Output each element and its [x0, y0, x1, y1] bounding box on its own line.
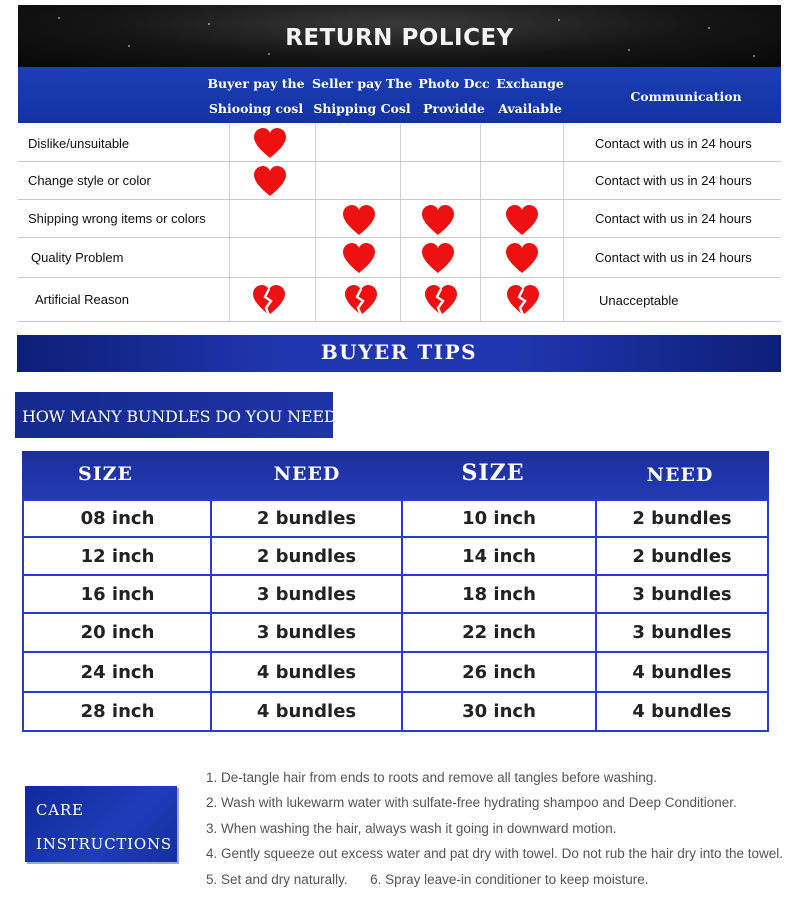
care-step: 5. Set and dry naturally. 6. Spray leave-in conditioner to keep moisture.: [206, 872, 649, 887]
table-row: [24, 536, 767, 574]
reason-label: Dislike/unsuitable: [28, 136, 130, 151]
table-row: [18, 124, 781, 162]
contact-label: Contact with us in 24 hours: [595, 173, 752, 188]
contact-label: Contact with us in 24 hours: [595, 250, 752, 265]
contact-label: Contact with us in 24 hours: [595, 136, 752, 151]
broken-heart-icon: [251, 284, 287, 316]
care-step: 2. Wash with lukewarm water with sulfate-free hydrating shampoo and Deep Conditioner.: [206, 795, 737, 810]
heart-icon: [504, 204, 540, 236]
size-cell: 18 inch: [462, 583, 536, 605]
table-row: [24, 691, 767, 730]
policy-table-header: [18, 67, 781, 123]
heart-icon: [504, 242, 540, 274]
header-need: NEED: [273, 463, 341, 485]
header-exchange-available: Exchange Available: [496, 76, 564, 116]
unacceptable-label: Unacceptable: [599, 293, 679, 308]
size-table-header: [22, 451, 769, 499]
heart-icon: [420, 242, 456, 274]
size-table: [22, 499, 769, 732]
size-cell: 10 inch: [462, 508, 536, 529]
buyer-tips-title: BUYER TIPS: [320, 340, 478, 364]
need-cell: 3 bundles: [256, 583, 357, 605]
care-instructions-label: [25, 786, 177, 862]
size-cell: 08 inch: [80, 508, 155, 529]
broken-heart-icon: [423, 284, 459, 316]
size-cell: 24 inch: [80, 661, 155, 683]
size-cell: 16 inch: [80, 583, 155, 605]
size-cell: 22 inch: [462, 622, 536, 643]
contact-label: Contact with us in 24 hours: [595, 211, 752, 226]
table-row: [24, 574, 767, 612]
bundles-section-label: [15, 392, 337, 438]
table-row: [24, 612, 767, 651]
size-cell: 14 inch: [462, 545, 536, 567]
size-cell: 28 inch: [80, 701, 155, 722]
size-cell: 20 inch: [80, 622, 155, 643]
heart-icon: [252, 127, 288, 159]
need-cell: 2 bundles: [256, 508, 357, 529]
need-cell: 4 bundles: [632, 661, 732, 683]
table-row: [24, 651, 767, 691]
reason-label: Quality Problem: [31, 250, 124, 265]
need-cell: 2 bundles: [256, 545, 357, 567]
reason-label: Shipping wrong items or colors: [28, 211, 206, 226]
header-size: SIZE: [461, 460, 525, 486]
header-photo-provided: Photo Dcc Providde: [418, 76, 490, 116]
need-cell: 4 bundles: [256, 661, 357, 683]
header-size: SIZE: [78, 463, 133, 485]
need-cell: 3 bundles: [632, 622, 732, 643]
need-cell: 2 bundles: [632, 545, 732, 567]
broken-heart-icon: [505, 284, 541, 316]
need-cell: 4 bundles: [256, 701, 357, 722]
return-policy-title: RETURN POLICEY: [285, 25, 514, 51]
care-label-line1: CARE: [36, 801, 84, 819]
reason-label: Artificial Reason: [35, 292, 129, 307]
broken-heart-icon: [343, 284, 379, 316]
header-communication: Communication: [630, 89, 742, 104]
heart-icon: [341, 242, 377, 274]
care-step: 3. When washing the hair, always wash it going in downward motion.: [206, 821, 617, 836]
table-row: [24, 499, 767, 536]
table-row: [18, 162, 781, 200]
header-need: NEED: [646, 464, 714, 486]
heart-icon: [341, 204, 377, 236]
header-seller-pay: Seller pay The Shipping Cosl: [312, 76, 413, 116]
heart-icon: [252, 165, 288, 197]
care-step: 1. De-tangle hair from ends to roots and remove all tangles before washing.: [206, 770, 657, 785]
need-cell: 3 bundles: [256, 622, 357, 643]
care-step: 4. Gently squeeze out excess water and pat dry with towel. Do not rub the hair dry into the towel.: [206, 846, 784, 861]
reason-label: Change style or color: [28, 173, 151, 188]
table-row: [18, 238, 781, 278]
return-policy-banner: [18, 5, 781, 67]
table-row: [18, 278, 781, 322]
table-row: [18, 200, 781, 238]
heart-icon: [420, 204, 456, 236]
size-cell: 26 inch: [462, 661, 536, 683]
bundles-section-title: HOW MANY BUNDLES DO YOU NEED: [22, 407, 337, 426]
need-cell: 2 bundles: [632, 508, 732, 529]
buyer-tips-banner: [17, 335, 781, 372]
size-cell: 12 inch: [80, 545, 155, 567]
need-cell: 3 bundles: [632, 583, 732, 605]
header-buyer-pay: Buyer pay the Shiooing cosl: [207, 76, 305, 116]
care-label-line2: INSTRUCTIONS: [36, 835, 172, 853]
size-cell: 30 inch: [462, 701, 536, 722]
need-cell: 4 bundles: [632, 701, 732, 722]
